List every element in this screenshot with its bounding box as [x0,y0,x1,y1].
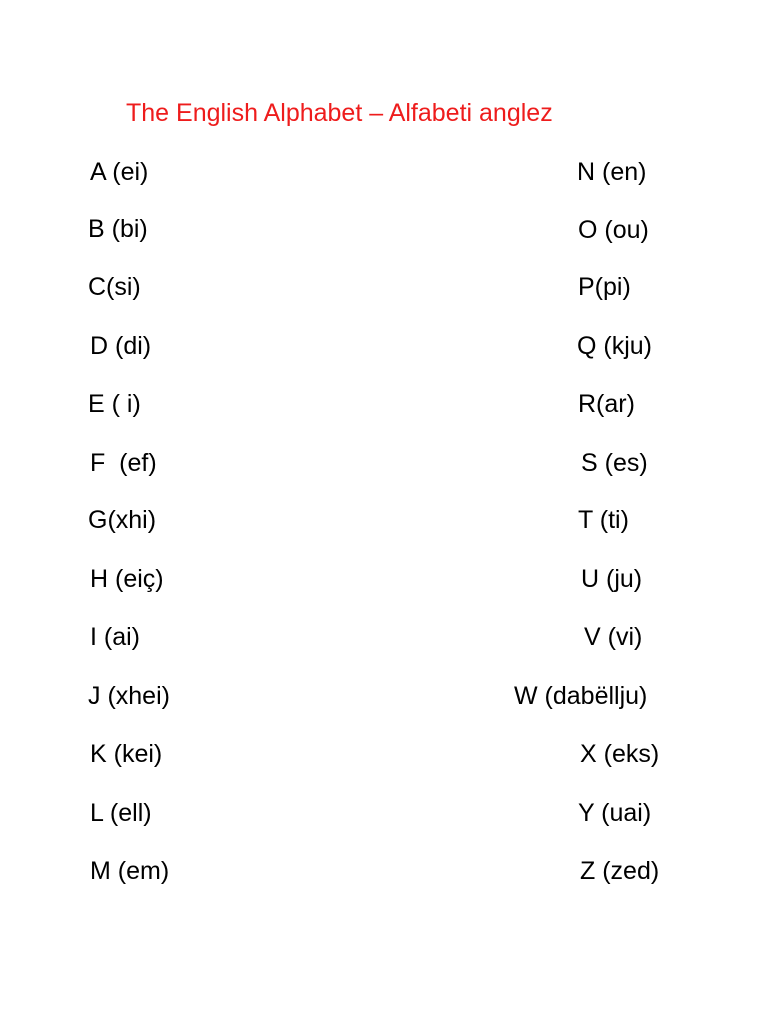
letter-entry-m: M (em) [90,857,170,885]
letter-entry-p: P(pi) [578,273,631,301]
letter-entry-c: C(si) [88,273,141,301]
letter-entry-q: Q (kju) [577,332,652,360]
letter-entry-x: X (eks) [580,740,660,768]
letter-entry-z: Z (zed) [580,857,660,885]
letter-entry-i: I (ai) [90,623,140,651]
letter-entry-w: W (dabëllju) [514,682,648,710]
letter-entry-f: F (ef) [90,449,157,477]
letter-entry-b: B (bi) [88,215,148,243]
letter-entry-u: U (ju) [581,565,643,593]
letter-entry-r: R(ar) [578,390,635,418]
letter-entry-a: A (ei) [90,158,149,186]
letter-entry-s: S (es) [581,449,648,477]
letter-entry-v: V (vi) [584,623,643,651]
page-title: The English Alphabet – Alfabeti anglez [126,99,553,127]
letter-entry-g: G(xhi) [88,506,157,534]
letter-entry-n: N (en) [577,158,647,186]
letter-entry-h: H (eiç) [90,565,164,593]
letter-entry-j: J (xhei) [88,682,170,710]
letter-entry-k: K (kei) [90,740,163,768]
letter-entry-o: O (ou) [578,216,649,244]
letter-entry-t: T (ti) [578,506,629,534]
letter-entry-d: D (di) [90,332,152,360]
letter-entry-e: E ( i) [88,390,141,418]
letter-entry-l: L (ell) [90,799,152,827]
letter-entry-y: Y (uai) [578,799,652,827]
